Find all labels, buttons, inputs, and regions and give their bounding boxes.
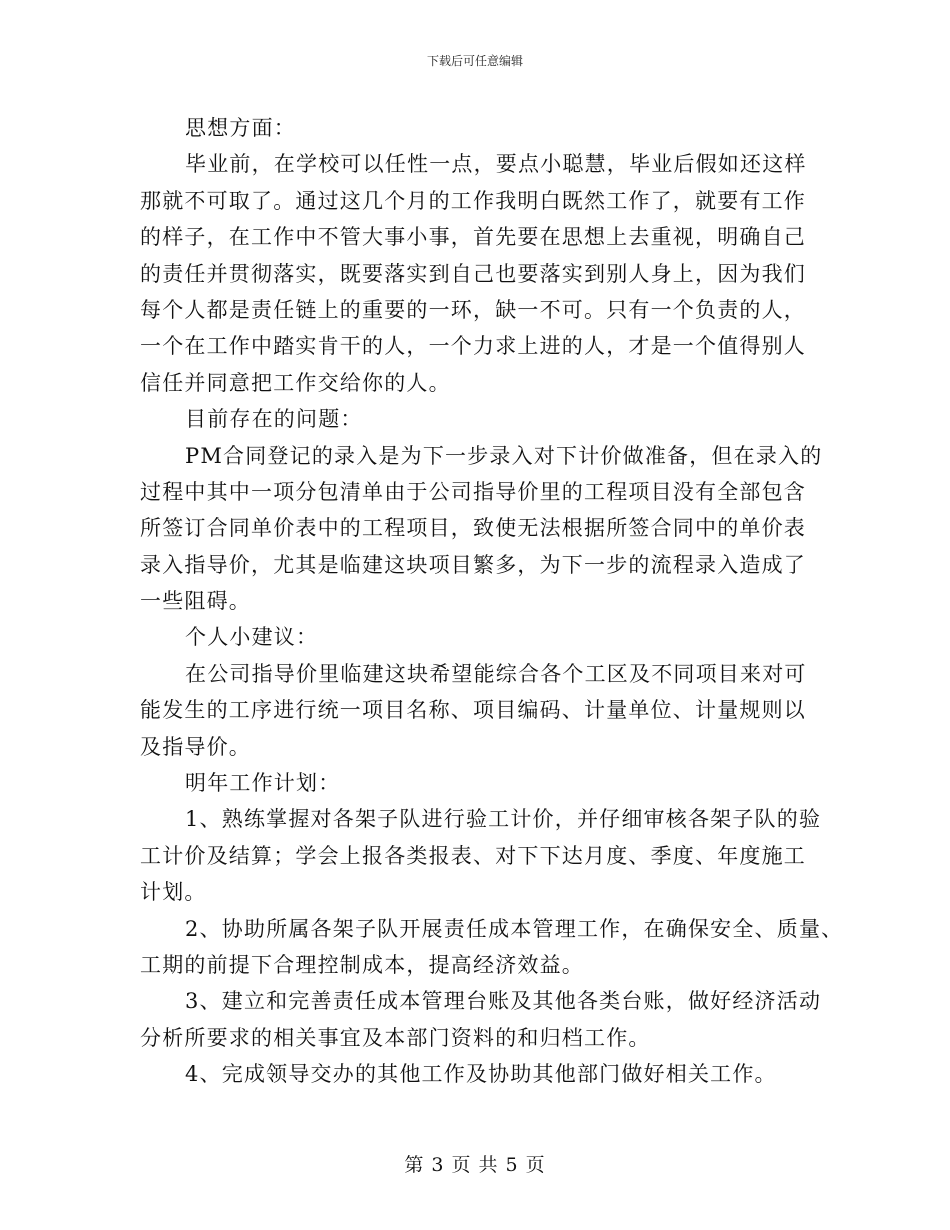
text-line: 3、建立和完善责任成本管理台账及其他各类台账，做好经济活动 [185, 989, 822, 1014]
text-line: 在公司指导价里临建这块希望能综合各个工区及不同项目来对可 [185, 661, 807, 686]
text-line: 所签订合同单价表中的工程项目，致使无法根据所签合同中的单价表 [140, 516, 806, 541]
text-line: 分析所要求的相关事宜及本部门资料的和归档工作。 [140, 1025, 651, 1050]
text-line: 一个在工作中踏实肯干的人，一个力求上进的人，才是一个值得别人 [140, 334, 806, 359]
text-line: 一些阻碍。 [140, 589, 251, 614]
text-line: 计划。 [140, 880, 207, 905]
text-line: 4、完成领导交办的其他工作及协助其他部门做好相关工作。 [185, 1062, 777, 1087]
text-line: 工期的前提下合理控制成本，提高经济效益。 [140, 952, 584, 977]
document-body [140, 110, 844, 1093]
text-line: 工计价及结算；学会上报各类报表、对下下达月度、季度、年度施工 [140, 843, 806, 868]
text-line: 毕业前，在学校可以任性一点，要点小聪慧，毕业后假如还这样 [185, 152, 807, 177]
text-line: 1、熟练掌握对各架子队进行验工计价，并仔细审核各架子队的验 [185, 807, 822, 832]
text-line: 及指导价。 [140, 734, 251, 759]
text-line: 个人小建议： [185, 625, 319, 650]
text-line: 能发生的工序进行统一项目名称、项目编码、计量单位、计量规则以 [140, 698, 806, 723]
text-line: 目前存在的问题： [185, 407, 363, 432]
text-line: 2、协助所属各架子队开展责任成本管理工作，在确保安全、质量、 [185, 916, 844, 941]
text-line: 每个人都是责任链上的重要的一环，缺一不可。只有一个负责的人， [140, 297, 806, 322]
page-number-footer: 第 3 页 共 5 页 [404, 1154, 546, 1176]
page-header: 下载后可任意编辑 [426, 54, 523, 68]
text-line: 思想方面： [185, 116, 296, 140]
text-line: 明年工作计划： [185, 771, 341, 796]
text-line: 那就不可取了。通过这几个月的工作我明白既然工作了，就要有工作 [140, 188, 806, 213]
text-line: 过程中其中一项分包清单由于公司指导价里的工程项目没有全部包含 [140, 479, 806, 504]
text-line: 的样子，在工作中不管大事小事，首先要在思想上去重视，明确自己 [140, 225, 806, 250]
text-line: PM合同登记的录入是为下一步录入对下计价做准备，但在录入的 [185, 443, 823, 468]
text-line: 的责任并贯彻落实，既要落实到自己也要落实到别人身上，因为我们 [140, 261, 806, 286]
text-line: 录入指导价，尤其是临建这块项目繁多，为下一步的流程录入造成了 [140, 552, 806, 577]
text-line: 信任并同意把工作交给你的人。 [140, 370, 451, 395]
